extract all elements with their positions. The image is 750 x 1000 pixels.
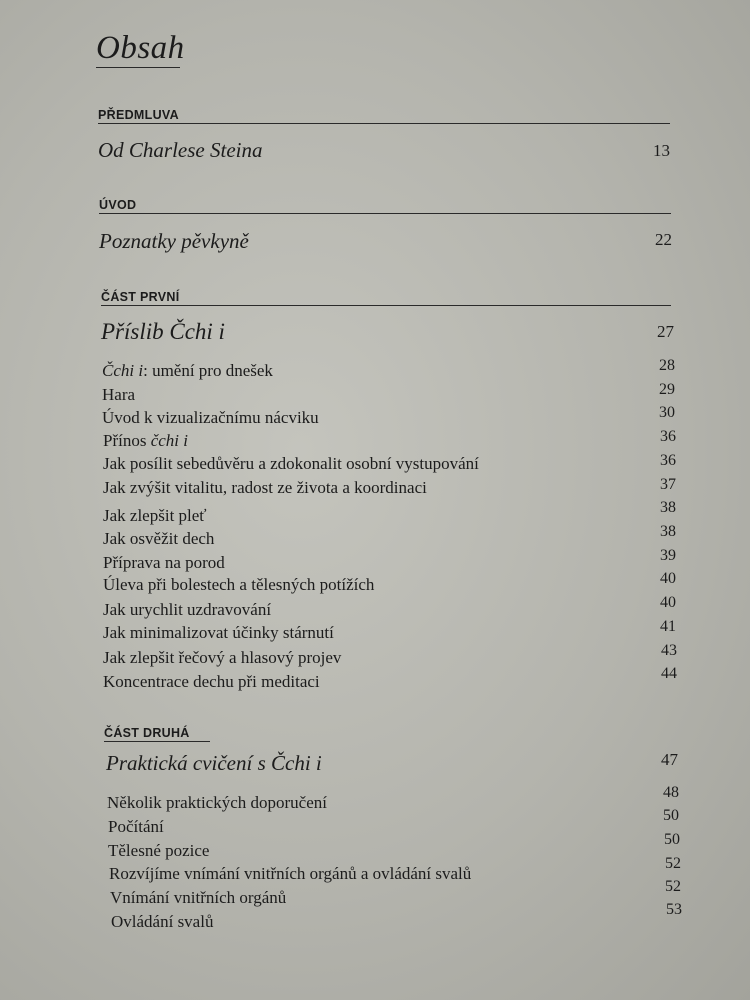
toc-entry: Ovládání svalů xyxy=(111,912,214,931)
entry-page-number: 41 xyxy=(660,618,676,635)
entry-page-number: 44 xyxy=(661,665,677,682)
entry-page-number: 37 xyxy=(660,476,676,493)
entry-page-number: 29 xyxy=(659,381,675,398)
entry-page-number: 28 xyxy=(659,357,675,374)
title-underline xyxy=(96,67,180,68)
toc-entry: Tělesné pozice xyxy=(108,841,210,860)
entry-page-number: 40 xyxy=(660,570,676,587)
toc-entry: Jak posílit sebedůvěru a zdokonalit osobní vystupování xyxy=(103,454,479,473)
toc-entry: Jak osvěžit dech xyxy=(103,529,215,548)
section-divider xyxy=(104,741,210,742)
toc-entry: Úvod k vizualizačnímu nácviku xyxy=(102,408,319,427)
entry-page-number: 38 xyxy=(660,499,676,516)
toc-entry: Hara xyxy=(102,385,136,404)
toc-entry: Počítání xyxy=(108,817,164,836)
toc-entry xyxy=(102,361,273,381)
toc-entry xyxy=(103,431,188,451)
entry-page-number: 36 xyxy=(660,452,676,469)
section-divider xyxy=(98,123,670,124)
toc-entry: Jak minimalizovat účinky stárnutí xyxy=(103,623,334,642)
toc-entry: Úleva při bolestech a tělesných potížích xyxy=(103,575,375,594)
toc-entry: Několik praktických doporučení xyxy=(107,793,327,812)
entry-text: : umění pro dnešek xyxy=(143,361,273,380)
heading-page-number: 13 xyxy=(653,141,670,160)
entry-page-number: 50 xyxy=(664,831,680,848)
entry-italic-text: Čchi i xyxy=(102,361,144,380)
entry-page-number: 52 xyxy=(665,878,681,895)
toc-entry: Jak urychlit uzdravování xyxy=(103,600,272,619)
entry-page-number: 30 xyxy=(659,404,675,421)
entry-page-number: 39 xyxy=(660,547,676,564)
section-label-cast-prvni: ČÁST PRVNÍ xyxy=(101,290,180,304)
toc-entry: Koncentrace dechu při meditaci xyxy=(103,672,320,691)
entry-text: Přínos xyxy=(103,431,151,450)
entry-page-number: 50 xyxy=(663,807,679,824)
section-heading: Příslib Čchi i xyxy=(101,319,225,344)
section-label-uvod: ÚVOD xyxy=(99,198,137,212)
toc-entry: Jak zlepšit řečový a hlasový projev xyxy=(103,648,342,667)
entry-italic-text: čchi i xyxy=(150,431,189,450)
section-label-cast-druha: ČÁST DRUHÁ xyxy=(104,726,190,740)
entry-page-number: 40 xyxy=(660,594,676,611)
heading-page-number: 22 xyxy=(655,230,672,249)
section-label-predmluva: PŘEDMLUVA xyxy=(98,108,179,122)
entry-page-number: 38 xyxy=(660,523,676,540)
section-heading: Od Charlese Steina xyxy=(98,138,263,162)
toc-entry: Jak zlepšit pleť xyxy=(103,506,207,525)
heading-page-number: 27 xyxy=(657,322,674,341)
entry-page-number: 36 xyxy=(660,428,676,445)
section-divider xyxy=(99,213,671,214)
entry-page-number: 53 xyxy=(666,901,682,918)
toc-entry: Rozvíjíme vnímání vnitřních orgánů a ovládání svalů xyxy=(109,864,472,883)
heading-page-number: 47 xyxy=(661,750,678,769)
toc-entry: Jak zvýšit vitalitu, radost ze života a koordinaci xyxy=(103,478,427,497)
section-divider xyxy=(101,305,671,306)
section-heading: Praktická cvičení s Čchi i xyxy=(106,751,322,775)
entry-page-number: 52 xyxy=(665,855,681,872)
page-title: Obsah xyxy=(96,30,185,66)
section-heading: Poznatky pěvkyně xyxy=(99,229,249,253)
toc-entry: Příprava na porod xyxy=(103,553,225,572)
toc-entry: Vnímání vnitřních orgánů xyxy=(110,888,287,907)
entry-page-number: 43 xyxy=(661,642,677,659)
entry-page-number: 48 xyxy=(663,784,679,801)
